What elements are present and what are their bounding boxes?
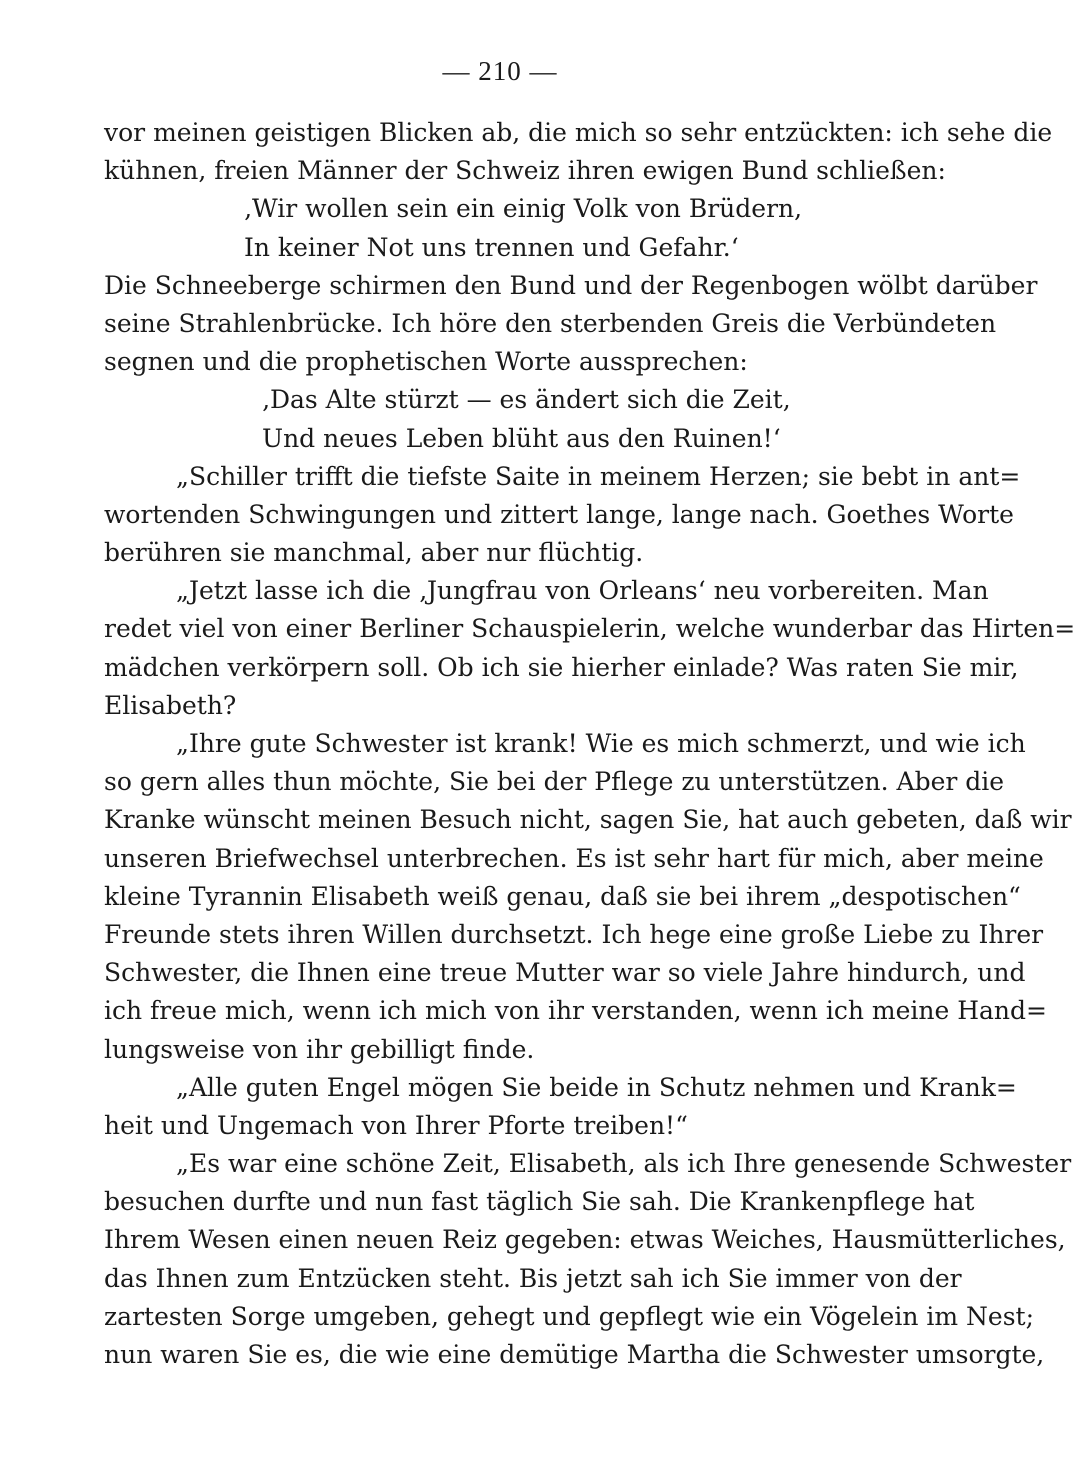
text-line: kühnen, freien Männer der Schweiz ihren ewigen Bund schließen: bbox=[104, 156, 946, 186]
verse-line: ‚Wir wollen sein ein einig Volk von Brüdern, bbox=[244, 194, 803, 224]
text-line: vor meinen geistigen Blicken ab, die mich so sehr entzückten: ich sehe die bbox=[104, 118, 1053, 147]
text-line: nun waren Sie es, die wie eine demütige Martha die Schwester umsorgte, bbox=[104, 1340, 1045, 1369]
verse-line: ‚Das Alte stürzt — es ändert sich die Zeit, bbox=[262, 385, 791, 415]
text-line: Die Schneeberge schirmen den Bund und der Regenbogen wölbt darüber bbox=[104, 270, 1038, 300]
paragraph-start-line: „Alle guten Engel mögen Sie beide in Schutz nehmen und Krank= bbox=[176, 1072, 1017, 1102]
text-line: besuchen durfte und nun fast täglich Sie sah. Die Krankenpflege hat bbox=[104, 1187, 975, 1217]
text-line: Kranke wünscht meinen Besuch nicht, sagen Sie, hat auch gebeten, daß wir bbox=[104, 805, 1072, 835]
paragraph-start-line: „Es war eine schöne Zeit, Elisabeth, als ich Ihre genesende Schwester bbox=[176, 1149, 1072, 1179]
text-line: Schwester, die Ihnen eine treue Mutter war so viele Jahre hindurch, und bbox=[104, 958, 1026, 988]
text-line: Elisabeth? bbox=[104, 690, 237, 720]
text-line: mädchen verkörpern soll. Ob ich sie hierher einlade? Was raten Sie mir, bbox=[104, 652, 1019, 682]
text-line: kleine Tyrannin Elisabeth weiß genau, daß sie bei ihrem „despotischen“ bbox=[104, 881, 1021, 911]
text-line: seine Strahlenbrücke. Ich höre den sterbenden Greis die Verbündeten bbox=[104, 308, 997, 338]
body-text bbox=[104, 114, 1075, 1374]
text-line: redet viel von einer Berliner Schauspielerin, welche wunderbar das Hirten= bbox=[104, 614, 1075, 644]
text-line: lungsweise von ihr gebilligt finde. bbox=[104, 1034, 535, 1064]
text-line: zartesten Sorge umgeben, gehegt und gepflegt wie ein Vögelein im Nest; bbox=[104, 1301, 1035, 1331]
text-line: unseren Briefwechsel unterbrechen. Es ist sehr hart für mich, aber meine bbox=[104, 843, 1044, 873]
text-line: heit und Ungemach von Ihrer Pforte treiben!“ bbox=[104, 1110, 688, 1140]
paragraph-start-line: „Schiller trifft die tiefste Saite in meinem Herzen; sie bebt in ant= bbox=[176, 461, 1021, 491]
paragraph-start-line: „Jetzt lasse ich die ‚Jungfrau von Orleans‘ neu vorbereiten. Man bbox=[176, 576, 989, 606]
text-line: ich freue mich, wenn ich mich von ihr verstanden, wenn ich meine Hand= bbox=[104, 996, 1047, 1026]
verse-line: Und neues Leben blüht aus den Ruinen!‘ bbox=[262, 423, 781, 453]
verse-line: In keiner Not uns trennen und Gefahr.‘ bbox=[244, 232, 739, 262]
text-line: Ihrem Wesen einen neuen Reiz gegeben: etwas Weiches, Hausmütterliches, bbox=[104, 1225, 1066, 1255]
page-number: — 210 — bbox=[442, 56, 558, 86]
text-line: so gern alles thun möchte, Sie bei der Pflege zu unterstützen. Aber die bbox=[104, 767, 1005, 797]
text-line: das Ihnen zum Entzücken steht. Bis jetzt sah ich Sie immer von der bbox=[104, 1263, 962, 1293]
text-line: wortenden Schwingungen und zittert lange, lange nach. Goethes Worte bbox=[104, 499, 1014, 529]
paragraph-start-line: „Ihre gute Schwester ist krank! Wie es mich schmerzt, und wie ich bbox=[176, 729, 1026, 758]
text-line: segnen und die prophetischen Worte aussprechen: bbox=[104, 347, 748, 377]
text-line: berühren sie manchmal, aber nur flüchtig. bbox=[104, 538, 644, 568]
text-line: Freunde stets ihren Willen durchsetzt. Ich hege eine große Liebe zu Ihrer bbox=[104, 919, 1044, 949]
